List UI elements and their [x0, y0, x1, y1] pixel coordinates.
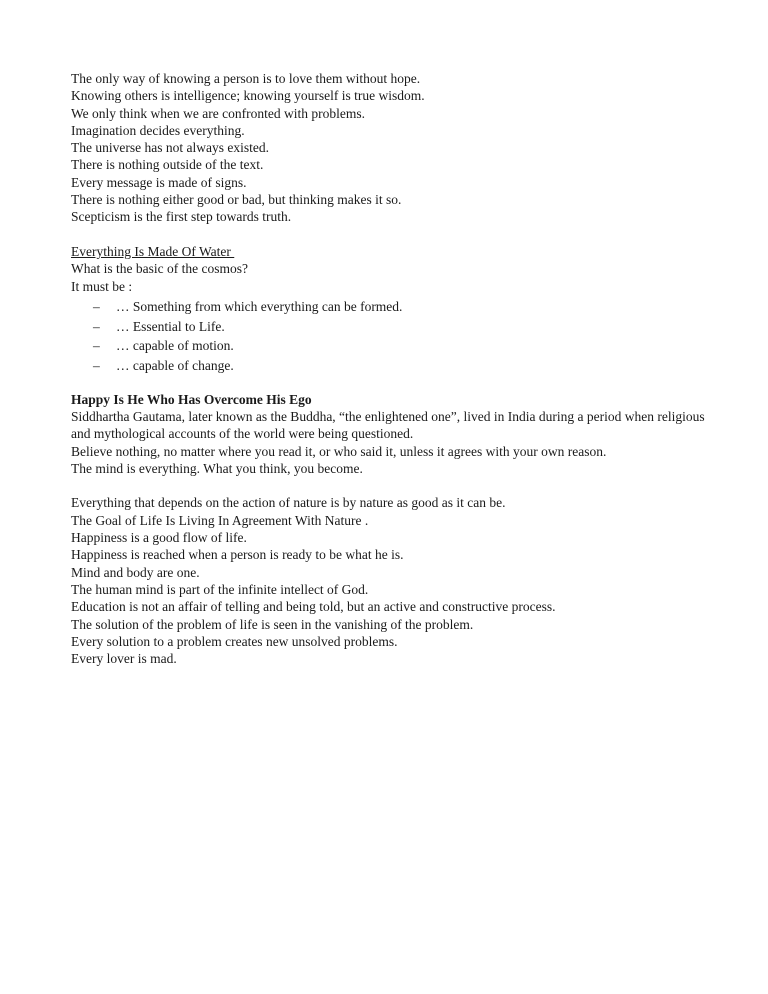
quote-line: Imagination decides everything. — [71, 122, 245, 138]
dash-marker: – — [93, 318, 100, 334]
quote-line: There is nothing either good or bad, but thinking makes it so. — [71, 192, 402, 208]
water-question: What is the basic of the cosmos? — [71, 261, 248, 277]
dash-marker: – — [93, 298, 100, 314]
quote-line: The Goal of Life Is Living In Agreement With Nature . — [71, 512, 369, 528]
list-item-text: … capable of motion. — [116, 338, 234, 354]
quote-line: Every message is made of signs. — [71, 174, 247, 190]
paragraph-gap — [71, 477, 711, 494]
quote-line: Every solution to a problem creates new unsolved problems. — [71, 633, 398, 649]
quote-line: The mind is everything. What you think, you become. — [71, 460, 363, 476]
quote-line: There is nothing outside of the text. — [71, 157, 264, 173]
water-section — [71, 243, 711, 376]
quote-line: The solution of the problem of life is seen in the vanishing of the problem. — [71, 616, 474, 632]
list-item — [71, 317, 711, 337]
quote-line: Mind and body are one. — [71, 564, 200, 580]
nature-section — [71, 494, 711, 667]
water-bullet-list — [71, 297, 711, 376]
quote-line: Every lover is mad. — [71, 651, 177, 667]
quote-line: Education is not an affair of telling and being told, but an active and constructive process. — [71, 599, 556, 615]
quote-line: Happiness is a good flow of life. — [71, 530, 247, 546]
quote-line: Happiness is reached when a person is ready to be what he is. — [71, 547, 404, 563]
ego-section — [71, 391, 711, 477]
dash-marker: – — [93, 357, 100, 373]
water-intro: It must be : — [71, 278, 133, 294]
quote-line: The human mind is part of the infinite intellect of God. — [71, 581, 369, 597]
water-heading: Everything Is Made Of Water — [71, 243, 235, 259]
list-item — [71, 297, 711, 317]
ego-paragraph: Siddhartha Gautama, later known as the Buddha, “the enlightened one”, lived in India during a period when religious and mythological accounts of the world were being questioned. — [71, 408, 705, 442]
ego-heading: Happy Is He Who Has Overcome His Ego — [71, 391, 312, 407]
quote-line: The universe has not always existed. — [71, 140, 269, 156]
quote-line: Knowing others is intelligence; knowing yourself is true wisdom. — [71, 88, 425, 104]
quote-line: The only way of knowing a person is to love them without hope. — [71, 71, 421, 86]
list-item-text: … Something from which everything can be formed. — [116, 298, 403, 314]
quote-line: Believe nothing, no matter where you read it, or who said it, unless it agrees with your own reason. — [71, 443, 607, 459]
quote-line: Everything that depends on the action of nature is by nature as good as it can be. — [71, 495, 506, 511]
list-item-text: … capable of change. — [116, 357, 234, 373]
quotes-section-1 — [71, 70, 711, 226]
list-item-text: … Essential to Life. — [116, 318, 225, 334]
list-item — [71, 356, 711, 376]
list-item — [71, 336, 711, 356]
quote-line: Scepticism is the first step towards truth. — [71, 209, 292, 225]
paragraph-gap — [71, 376, 711, 391]
paragraph-gap — [71, 226, 711, 243]
quote-line: We only think when we are confronted with problems. — [71, 105, 365, 121]
document-page — [71, 70, 711, 667]
dash-marker: – — [93, 338, 100, 354]
